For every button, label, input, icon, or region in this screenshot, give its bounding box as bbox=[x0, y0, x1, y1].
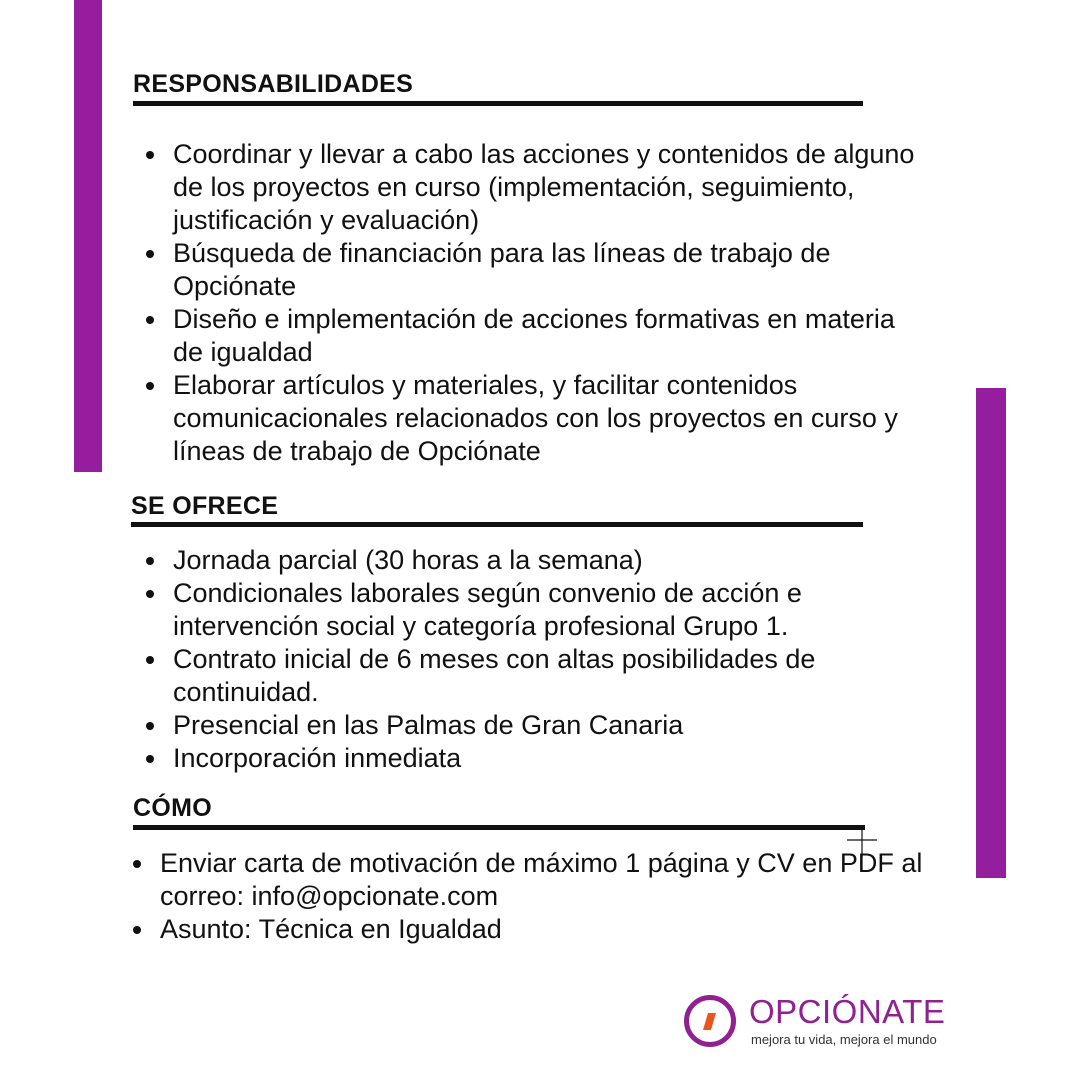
list-se-ofrece bbox=[146, 544, 926, 775]
heading-responsabilidades: RESPONSABILIDADES bbox=[133, 70, 414, 98]
logo-wordmark: OPCIÓNATE bbox=[749, 993, 946, 1030]
opcionate-logo bbox=[683, 992, 973, 1052]
list-item: Incorporación inmediata bbox=[146, 742, 926, 775]
list-item: Diseño e implementación de acciones formativas en materia de igualdad bbox=[146, 303, 926, 369]
opcionate-logo-icon bbox=[683, 994, 737, 1048]
accent-bar-left bbox=[74, 0, 102, 472]
list-item: Contrato inicial de 6 meses con altas posibilidades de continuidad. bbox=[146, 643, 926, 709]
logo-tagline: mejora tu vida, mejora el mundo bbox=[751, 1032, 937, 1047]
list-item: Jornada parcial (30 horas a la semana) bbox=[146, 544, 926, 577]
list-item: Presencial en las Palmas de Gran Canaria bbox=[146, 709, 926, 742]
rule-responsabilidades bbox=[133, 101, 863, 106]
rule-se-ofrece bbox=[131, 522, 863, 527]
list-item: Condicionales laborales según convenio de acción e intervención social y categoría profesional Grupo 1. bbox=[146, 577, 926, 643]
heading-se-ofrece: SE OFRECE bbox=[131, 492, 279, 520]
accent-bar-right bbox=[976, 388, 1006, 878]
rule-como bbox=[133, 825, 865, 830]
list-item: Elaborar artículos y materiales, y facilitar contenidos comunicacionales relacionados con los proyectos en curso y líneas de trabajo de Opciónate bbox=[146, 369, 926, 468]
list-item: Asunto: Técnica en Igualdad bbox=[133, 913, 923, 946]
list-item: Coordinar y llevar a cabo las acciones y contenidos de alguno de los proyectos en curso (implementación, seguimiento, justificación y evaluación) bbox=[146, 138, 926, 237]
list-responsabilidades bbox=[146, 138, 926, 468]
list-item: Enviar carta de motivación de máximo 1 página y CV en PDF al correo: info@opcionate.com bbox=[133, 847, 923, 913]
list-item: Búsqueda de financiación para las líneas de trabajo de Opciónate bbox=[146, 237, 926, 303]
heading-como: CÓMO bbox=[133, 794, 212, 822]
list-como bbox=[133, 847, 923, 946]
